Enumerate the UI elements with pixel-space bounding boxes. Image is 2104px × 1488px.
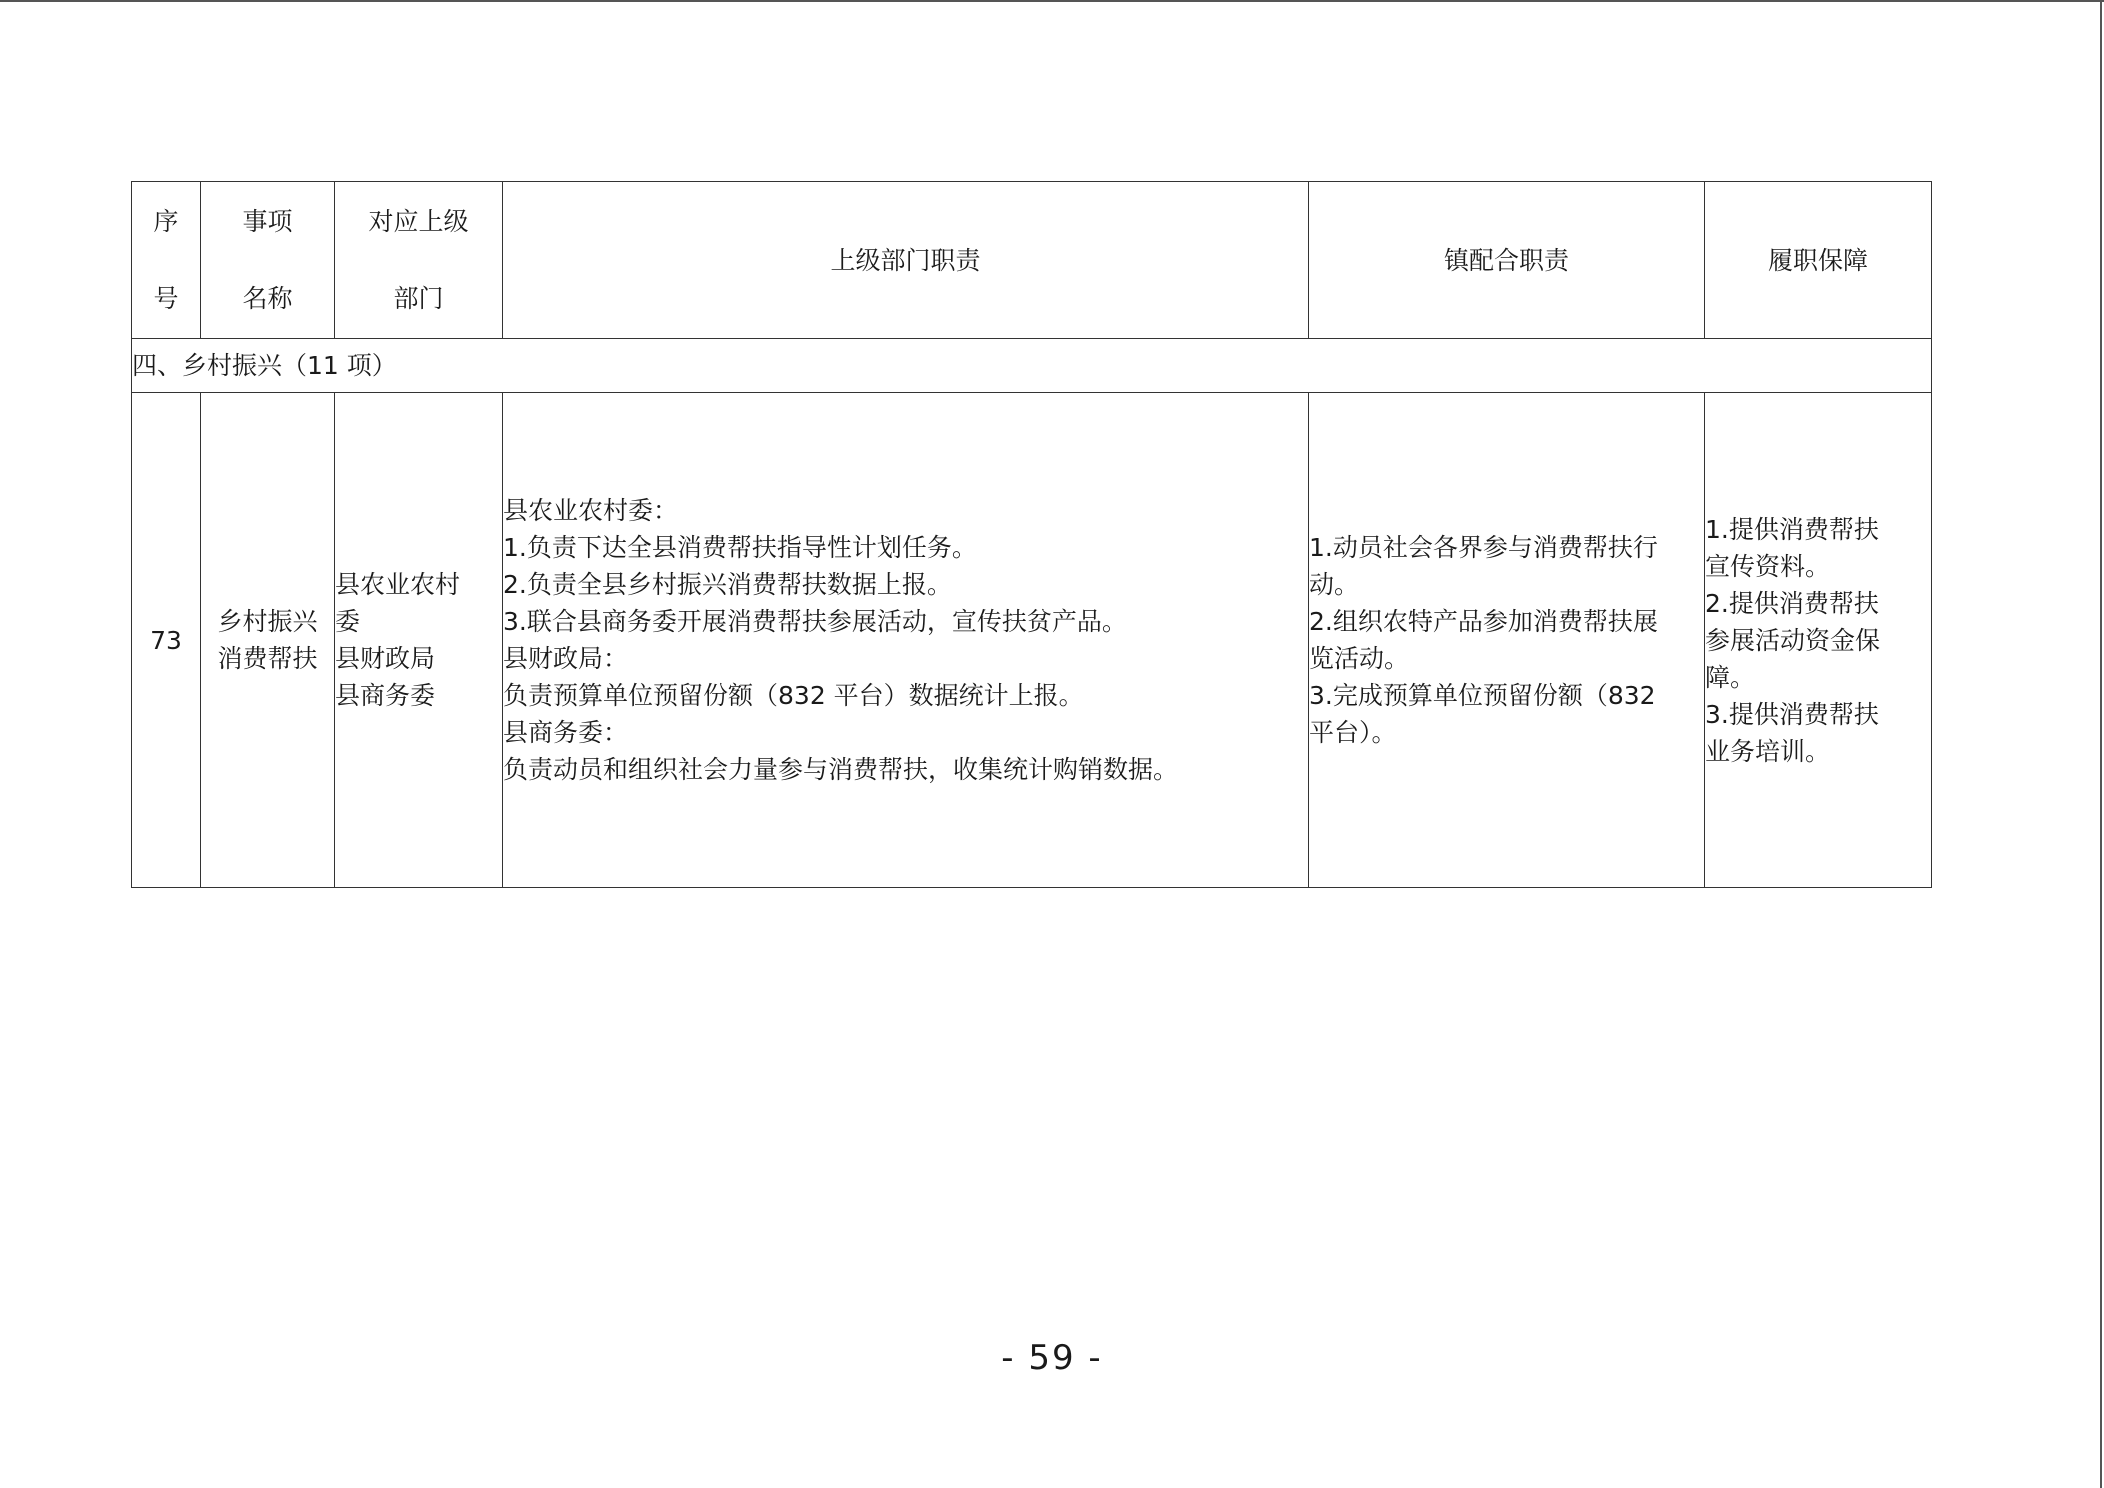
row-upper-duty <box>503 393 1309 888</box>
upper-duty-line: 2.负责全县乡村振兴消费帮扶数据上报。 <box>503 570 952 599</box>
guarantee-line: 3.提供消费帮扶 <box>1705 699 1879 729</box>
row-guarantee <box>1705 393 1932 888</box>
table-header-row <box>132 182 1932 339</box>
page-top-border <box>0 0 2104 2</box>
upper-duty-line: 1.负责下达全县消费帮扶指导性计划任务。 <box>503 533 977 562</box>
row-dept-line: 县财政局 <box>335 644 436 673</box>
guarantee-line: 业务培训。 <box>1705 736 1831 766</box>
header-item-line2: 名称 <box>242 284 293 313</box>
town-duty-line: 3.完成预算单位预留份额（832 <box>1309 681 1656 710</box>
duty-table <box>131 181 1932 888</box>
row-dept-line: 县商务委 <box>335 681 436 710</box>
row-dept-line: 委 <box>335 607 361 636</box>
upper-duty-line: 负责预算单位预留份额（832 平台）数据统计上报。 <box>503 681 1084 710</box>
page-right-border <box>2100 0 2102 1488</box>
upper-duty-line: 县商务委： <box>503 718 629 747</box>
header-upper-duty: 上级部门职责 <box>503 182 1309 339</box>
row-departments <box>335 393 503 888</box>
header-item-line1: 事项 <box>242 207 293 236</box>
header-guarantee: 履职保障 <box>1705 182 1932 339</box>
header-town-duty: 镇配合职责 <box>1309 182 1705 339</box>
header-dept-line2: 部门 <box>393 284 444 313</box>
guarantee-line: 1.提供消费帮扶 <box>1705 514 1879 544</box>
guarantee-line: 宣传资料。 <box>1705 551 1831 581</box>
guarantee-line: 参展活动资金保 <box>1705 625 1881 655</box>
table-row <box>132 393 1932 888</box>
row-item-line: 消费帮扶 <box>217 644 318 673</box>
town-duty-line: 1.动员社会各界参与消费帮扶行 <box>1309 533 1658 562</box>
row-item-line: 乡村振兴 <box>217 607 318 636</box>
town-duty-line: 平台）。 <box>1309 718 1397 747</box>
row-town-duty <box>1309 393 1705 888</box>
header-seq-line2: 号 <box>153 284 179 313</box>
upper-duty-line: 负责动员和组织社会力量参与消费帮扶，收集统计购销数据。 <box>503 755 1179 784</box>
town-duty-line: 2.组织农特产品参加消费帮扶展 <box>1309 607 1658 636</box>
header-seq <box>132 182 201 339</box>
header-seq-line1: 序 <box>153 207 179 236</box>
page-number: - 59 - <box>1001 1338 1103 1378</box>
upper-duty-line: 县农业农村委： <box>503 496 679 525</box>
town-duty-line: 动。 <box>1309 570 1360 599</box>
section-row <box>132 339 1932 393</box>
row-dept-line: 县农业农村 <box>335 570 461 599</box>
header-dept-line1: 对应上级 <box>368 207 469 236</box>
town-duty-line: 览活动。 <box>1309 644 1410 673</box>
row-number: 73 <box>132 393 201 888</box>
upper-duty-line: 县财政局： <box>503 644 629 673</box>
guarantee-line: 障。 <box>1705 662 1756 692</box>
header-dept <box>335 182 503 339</box>
row-item-name <box>201 393 335 888</box>
upper-duty-line: 3.联合县商务委开展消费帮扶参展活动，宣传扶贫产品。 <box>503 607 1127 636</box>
section-title: 四、乡村振兴（11 项） <box>132 339 1932 393</box>
guarantee-line: 2.提供消费帮扶 <box>1705 588 1879 618</box>
header-item <box>201 182 335 339</box>
